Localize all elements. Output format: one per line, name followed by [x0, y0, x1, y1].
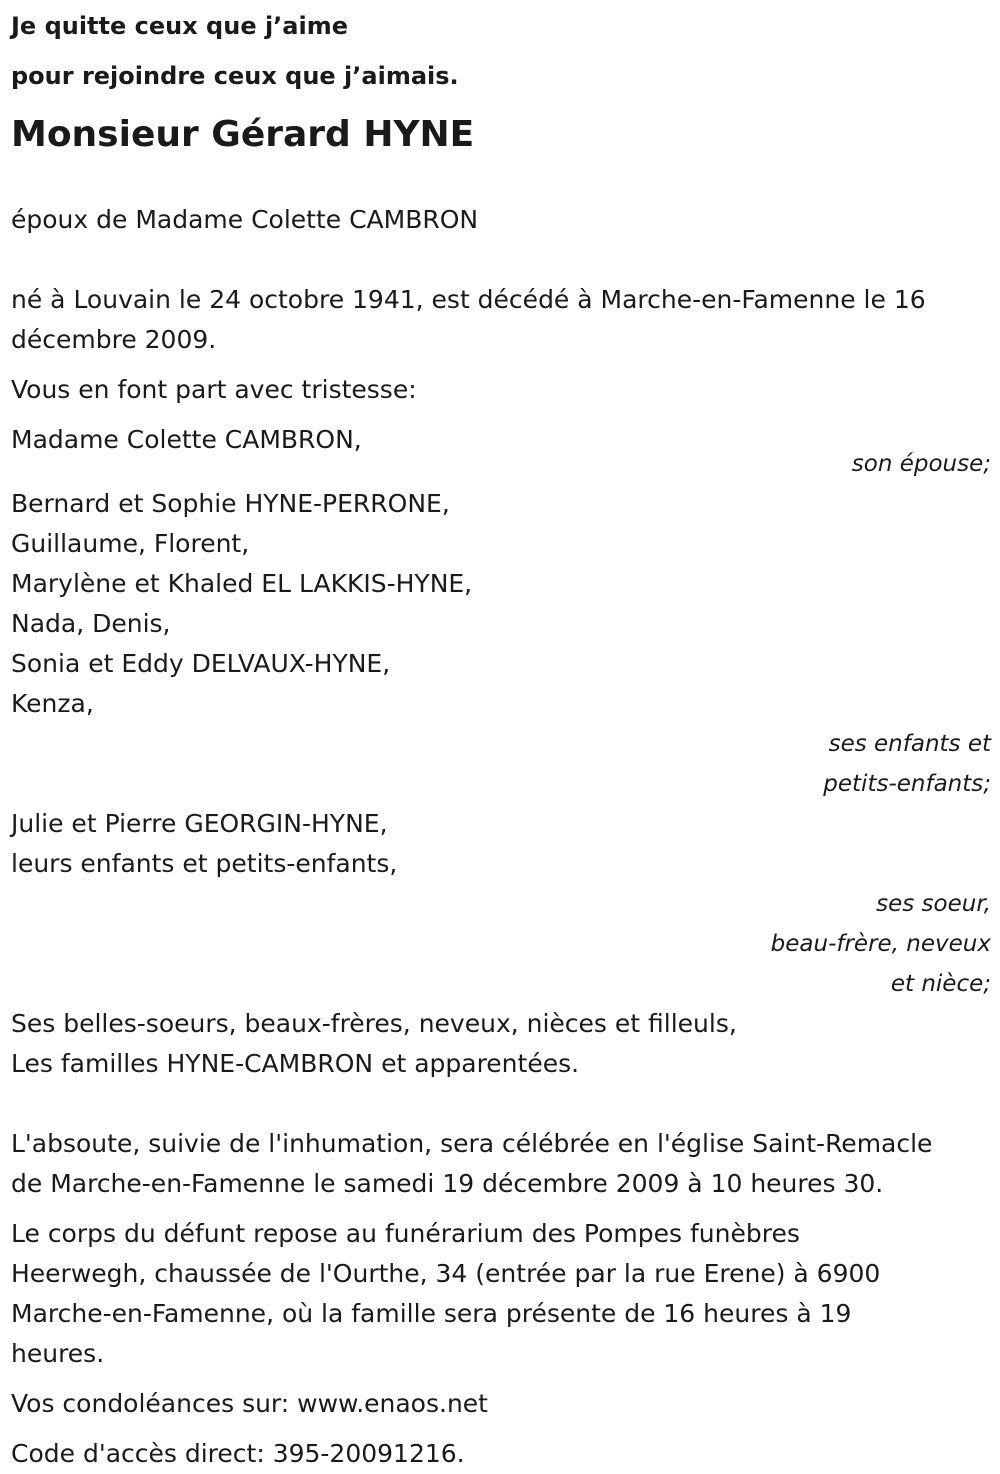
family-name-line: leurs enfants et petits-enfants,: [11, 849, 398, 878]
deceased-name: Monsieur Gérard HYNE: [11, 114, 475, 155]
condolences-line: Vos condoléances sur: www.enaos.net: [11, 1389, 488, 1418]
funeral-home-line: Le corps du défunt repose au funérarium des Pompes funèbres: [11, 1219, 800, 1248]
epigraph: [11, 0, 991, 101]
epigraph-line: pour rejoindre ceux que j’aimais.: [11, 62, 459, 90]
spouse-line: époux de Madame Colette CAMBRON: [11, 205, 479, 234]
family-name-line: Marylène et Khaled EL LAKKIS-HYNE,: [11, 569, 473, 598]
relation-label: son épouse;: [851, 451, 991, 477]
announcement-intro: Vous en font part avec tristesse:: [11, 375, 417, 404]
relation-label: beau-frère, neveux: [770, 931, 991, 957]
funeral-home-line: Heerwegh, chaussée de l'Ourthe, 34 (entrée par la rue Erene) à 6900: [11, 1259, 881, 1288]
family-group-sister: [11, 804, 991, 1004]
birth-death-line: né à Louvain le 24 octobre 1941, est décédé à Marche-en-Famenne le 16: [11, 285, 926, 314]
family-name-line: Nada, Denis,: [11, 609, 171, 638]
funeral-home-paragraph: [11, 1214, 991, 1374]
family-name-line: Bernard et Sophie HYNE-PERRONE,: [11, 489, 450, 518]
family-name-line: Sonia et Eddy DELVAUX-HYNE,: [11, 649, 391, 678]
relation-label: ses enfants et: [828, 731, 991, 757]
access-code-line: Code d'accès direct: 395-20091216.: [11, 1439, 465, 1468]
family-name-line: Julie et Pierre GEORGIN-HYNE,: [11, 809, 388, 838]
family-group-spouse: [11, 420, 991, 484]
ceremony-line: de Marche-en-Famenne le samedi 19 décembre 2009 à 10 heures 30.: [11, 1169, 884, 1198]
relation-label: ses soeur,: [876, 891, 991, 917]
relation-label: petits-enfants;: [823, 771, 991, 797]
family-name-line: Kenza,: [11, 689, 94, 718]
ceremony-paragraph: [11, 1124, 991, 1204]
ceremony-line: L'absoute, suivie de l'inhumation, sera célébrée en l'église Saint-Remacle: [11, 1129, 933, 1158]
family-name-line: Les familles HYNE-CAMBRON et apparentées.: [11, 1049, 580, 1078]
funeral-home-line: heures.: [11, 1339, 105, 1368]
family-group-children: [11, 484, 991, 804]
birth-death-line: décembre 2009.: [11, 325, 217, 354]
death-notice: [11, 0, 991, 1474]
family-group-extended: [11, 1004, 991, 1084]
relation-label: et nièce;: [890, 971, 991, 997]
family-name-line: Guillaume, Florent,: [11, 529, 250, 558]
epigraph-line: Je quitte ceux que j’aime: [11, 12, 349, 40]
family-name-line: Madame Colette CAMBRON,: [11, 425, 362, 454]
funeral-home-line: Marche-en-Famenne, où la famille sera présente de 16 heures à 19: [11, 1299, 852, 1328]
family-name-line: Ses belles-soeurs, beaux-frères, neveux, nièces et filleuls,: [11, 1009, 737, 1038]
